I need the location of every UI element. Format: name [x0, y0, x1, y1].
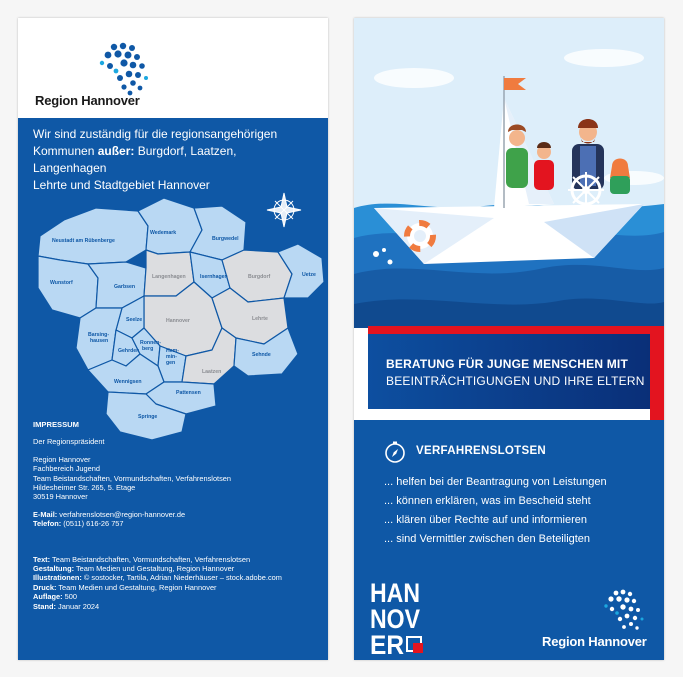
impressum-address-2: Fachbereich Jugend: [33, 464, 100, 474]
brand-name-bottom: Region Hannover: [542, 634, 647, 649]
impressum-address-5: 30519 Hannover: [33, 492, 88, 502]
impressum-address-1: Region Hannover: [33, 454, 91, 464]
intro-line-1: Wir sind zuständig für die regionsangehörigen: [33, 127, 278, 141]
compass-icon: [267, 193, 301, 227]
map-label-springe: Springe: [138, 414, 158, 420]
map-label-seelze: Seelze: [126, 317, 143, 323]
map-label-lehrte: Lehrte: [252, 316, 268, 322]
map-label-wedemark: Wedemark: [150, 230, 177, 236]
map-label-burgwedel: Burgwedel: [212, 236, 239, 242]
credit-text: Text: Team Beistandschaften, Vormundschaften, Verfahrenslotsen: [33, 554, 251, 564]
list-item: ... sind Vermittler zwischen den Beteiligten: [384, 533, 591, 545]
map-label-ronnenberg-1: Ronnen-: [140, 340, 162, 346]
list-item: ... klären über Rechte auf und informieren: [384, 514, 588, 526]
impressum-heading: IMPRESSUM: [33, 420, 79, 429]
impressum-email[interactable]: E-Mail: verfahrenslotsen@region-hannover.de: [33, 509, 186, 519]
map-label-garbsen: Garbsen: [114, 284, 136, 290]
impressum-address-4: Hildesheimer Str. 265, 5. Etage: [33, 483, 136, 493]
map-label-wennigsen: Wennigsen: [114, 379, 142, 385]
map-label-langenhagen: Langenhagen: [152, 274, 186, 280]
credit-run: Auflage: 500: [33, 592, 77, 602]
map-label-pattensen: Pattensen: [176, 390, 201, 396]
map-label-barsinghausen-2: hausen: [90, 338, 109, 344]
title-accent-band: [368, 326, 664, 334]
map-label-sehnde: Sehnde: [252, 352, 271, 358]
wordmark-line-2: NOV: [370, 604, 420, 634]
brand-name-top: Region Hannover: [35, 93, 140, 108]
map-label-neustadt: Neustadt am Rübenberge: [52, 238, 115, 244]
left-panel: [18, 18, 328, 660]
map-label-barsinghausen-1: Barsing-: [88, 332, 110, 338]
title-band: [368, 334, 650, 409]
boat-illustration: [354, 18, 664, 328]
tasks-list: [384, 473, 654, 549]
map-label-wunstorf: Wunstorf: [50, 280, 73, 286]
credit-illustrations: Illustrationen: © sostocker, Tartila, Adrian Niederhäuser – stock.adobe.com: [33, 573, 282, 583]
credit-date: Stand: Januar 2024: [33, 601, 100, 611]
credit-print: Druck: Team Medien und Gestaltung, Region Hannover: [33, 582, 217, 592]
credit-design: Gestaltung: Team Medien und Gestaltung, Region Hannover: [33, 564, 235, 574]
map-label-burgdorf: Burgdorf: [248, 274, 271, 280]
region-logo-icon: [600, 588, 650, 634]
wordmark-line-3: ER: [370, 630, 404, 660]
map-label-hemmingen-1: Hem-: [166, 348, 179, 354]
wordmark-line-1: HAN: [370, 578, 420, 608]
impressum-president: Der Regionspräsident: [33, 437, 105, 447]
map-label-hannover: Hannover: [166, 318, 190, 324]
compass-badge-icon: [384, 441, 406, 463]
hannover-wordmark: [370, 578, 430, 660]
map-label-uetze: Uetze: [302, 272, 316, 278]
intro-line-2: Kommunen außer: Burgdorf, Laatzen, Langenhagen: [33, 144, 237, 175]
map-label-gehrden: Gehrden: [118, 348, 140, 354]
impressum: [33, 420, 323, 611]
intro-line-3: Lehrte und Stadtgebiet Hannover: [33, 178, 210, 192]
brochure-title-line-1: BERATUNG FÜR JUNGE MENSCHEN MIT: [386, 357, 628, 371]
brochure-title-line-2: BEEINTRÄCHTIGUNGEN UND IHRE ELTERN: [386, 374, 645, 388]
map-label-laatzen: Laatzen: [202, 369, 222, 375]
map-label-isernhagen: Isernhagen: [200, 274, 228, 280]
map-label-ronnenberg-2: berg: [142, 346, 154, 352]
map-label-hemmingen-2: min-: [166, 354, 177, 360]
section-heading: VERFAHRENSLOTSEN: [416, 445, 547, 457]
right-panel: [354, 18, 664, 660]
map-label-hemmingen-3: gen: [166, 360, 176, 366]
impressum-address-3: Team Beistandschaften, Vormundschaften, Verfahrenslotsen: [33, 473, 232, 483]
list-item: ... helfen bei der Beantragung von Leistungen: [384, 476, 607, 488]
list-item: ... können erklären, was im Bescheid steht: [384, 495, 591, 507]
region-map: [26, 178, 326, 448]
impressum-phone: Telefon: (0511) 616-26 757: [33, 519, 124, 529]
